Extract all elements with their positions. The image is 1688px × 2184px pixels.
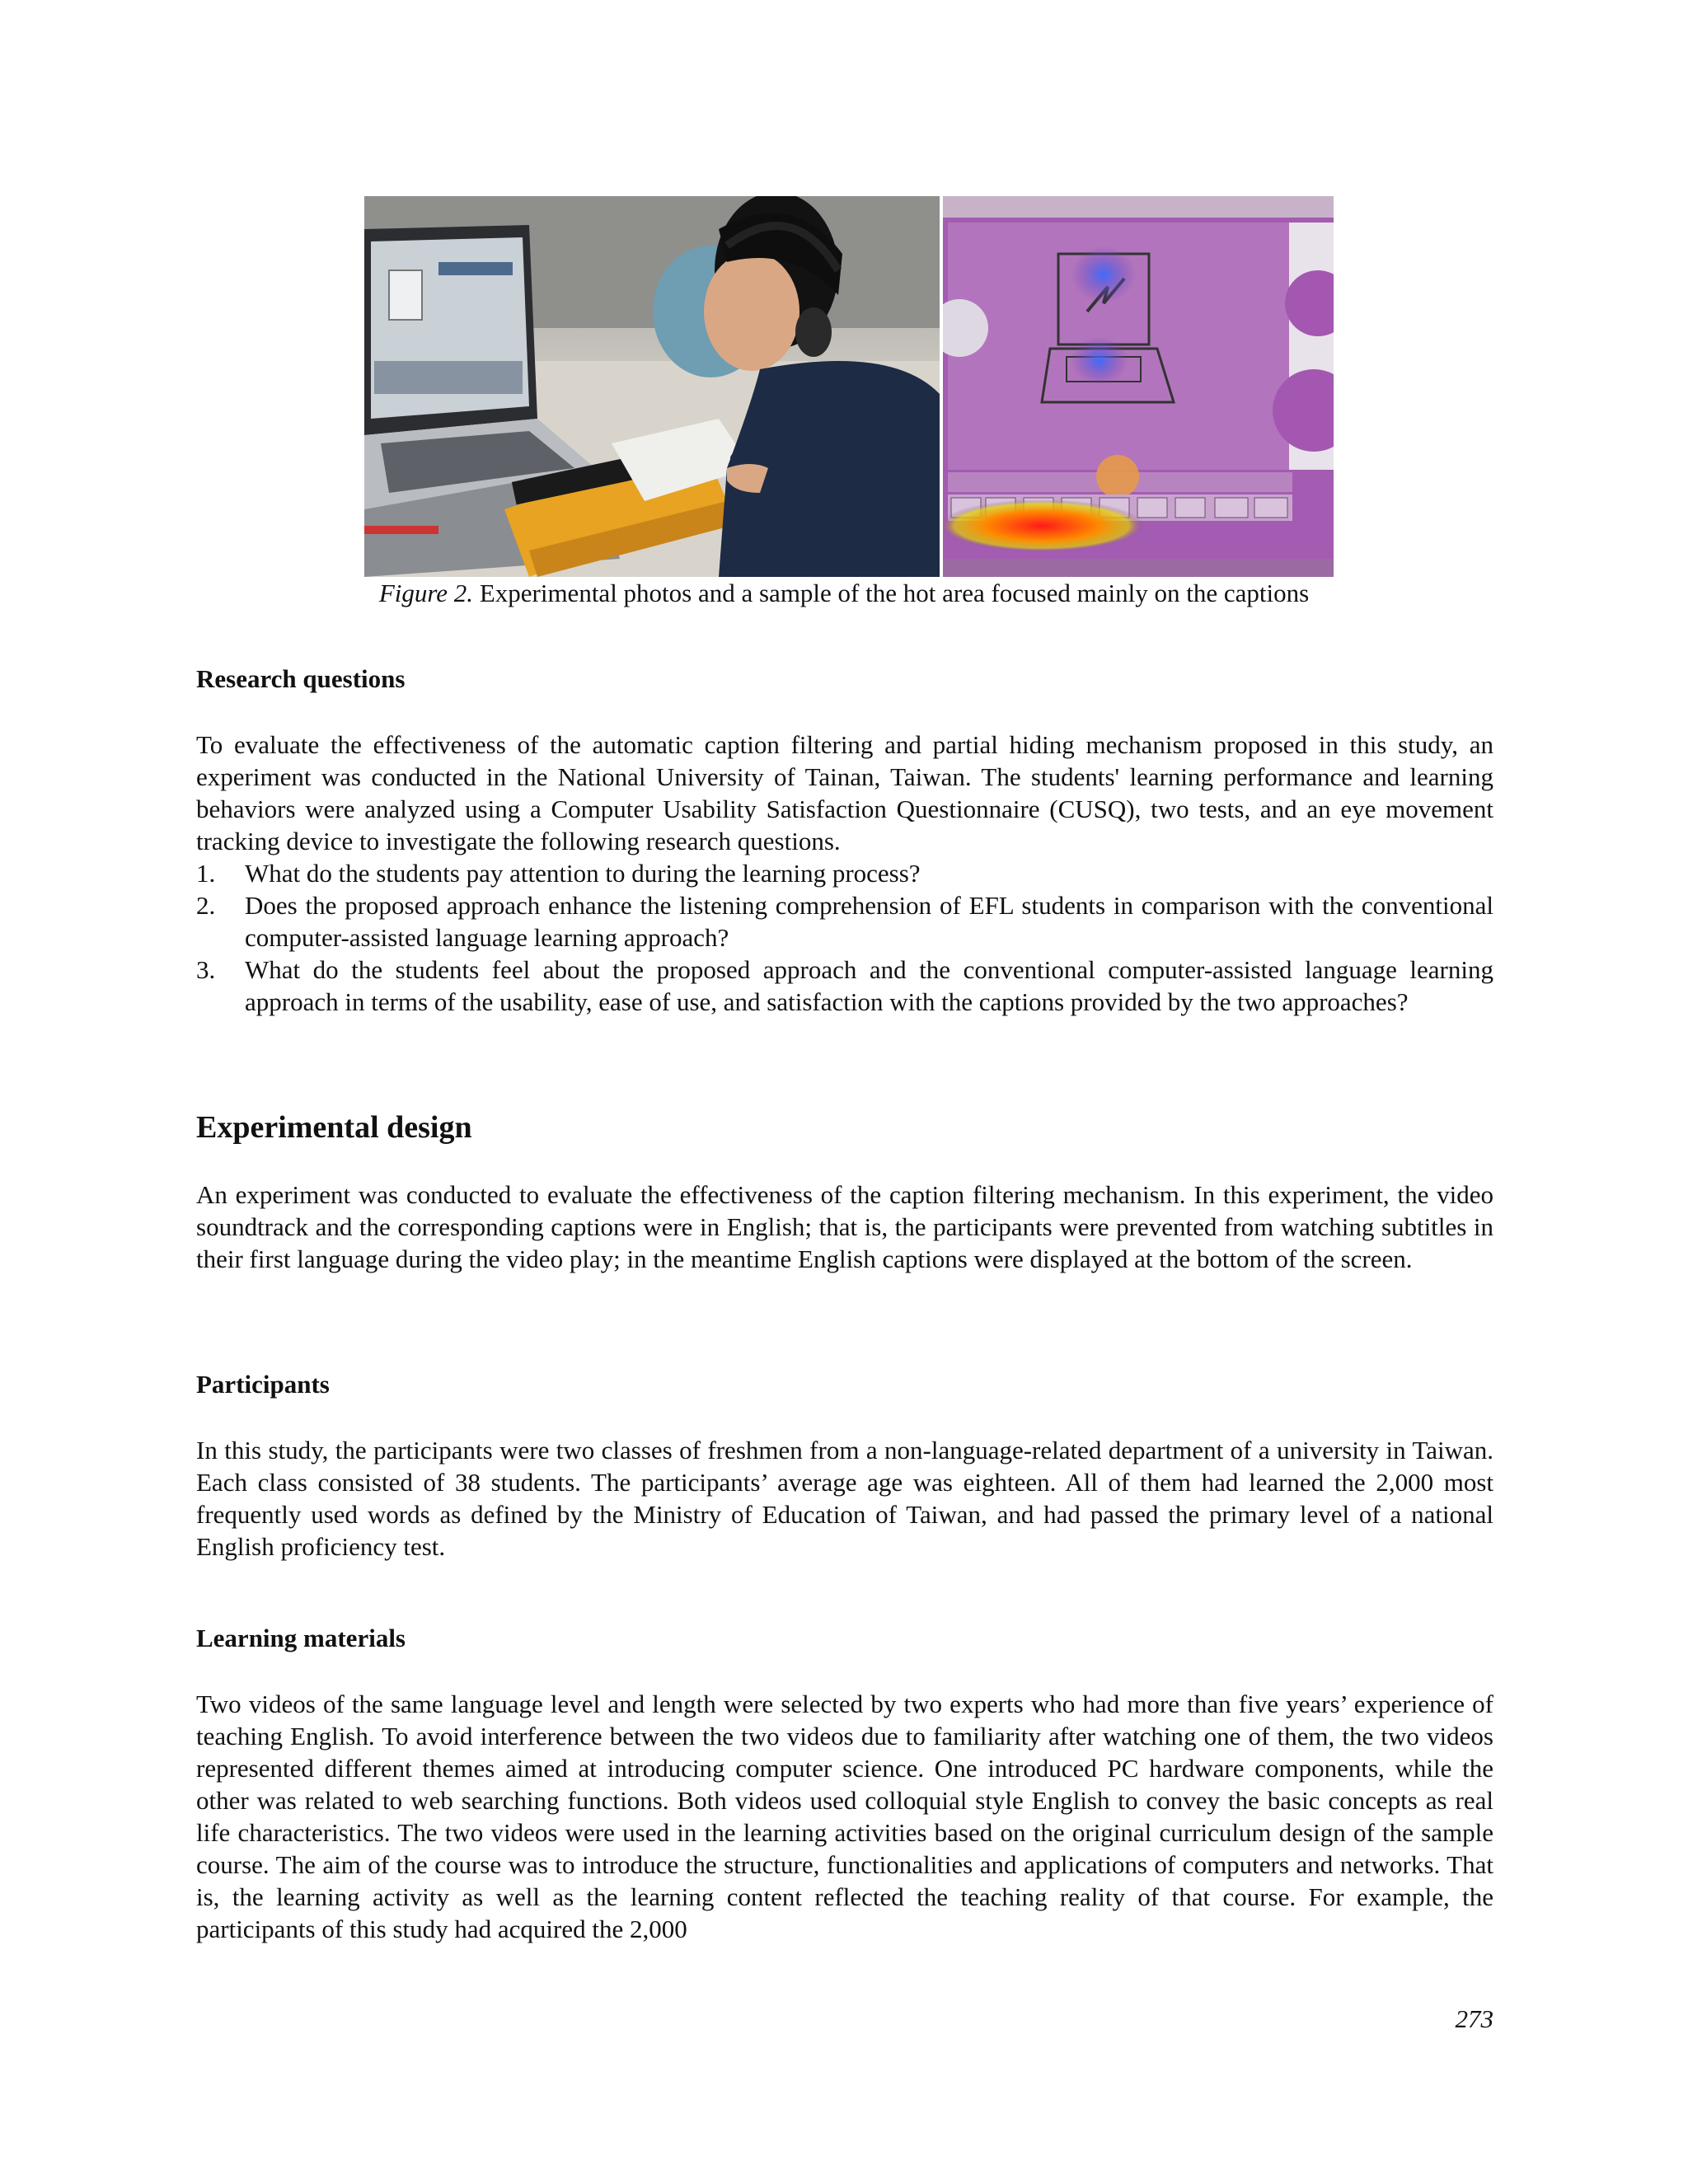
paragraph-experimental-design: An experiment was conducted to evaluate the effectiveness of the caption filtering mechanism. In this experiment, the video soundtrack and the corresponding captions were in English; that is, the participants were prevented from watching subtitles in their first language during the video play; in the meantime English captions were displayed at the bottom of the screen.	[196, 1180, 1493, 1273]
heading-participants: Participants	[196, 1370, 330, 1399]
list-item-number: 3.	[196, 955, 216, 984]
list-item-number: 1.	[196, 859, 216, 888]
figure-caption	[0, 577, 1688, 610]
lab-photo	[364, 196, 940, 577]
heading-research-questions: Research questions	[196, 664, 406, 693]
research-questions-list	[196, 857, 1493, 1018]
list-item	[196, 857, 1493, 889]
heading-experimental-design: Experimental design	[196, 1110, 472, 1145]
paragraph-participants: In this study, the participants were two classes of freshmen from a non-language-related department of a university in Taiwan. Each class consisted of 38 students. The participants’ average age was eighteen. All of them had learned the 2,000 most frequently used words as defined by the Ministry of Education of Taiwan, and had passed the primary level of a national English proficiency test.	[196, 1436, 1493, 1561]
list-item-text: Does the proposed approach enhance the listening comprehension of EFL students in comparison with the conventional computer-assisted language learning approach?	[245, 891, 1493, 952]
heading-learning-materials: Learning materials	[196, 1624, 406, 1652]
paragraph-learning-materials: Two videos of the same language level and length were selected by two experts who had more than five years’ experience of teaching English. To avoid interference between the two videos due to familiarity after watching one of them, the two videos represented different themes aimed at introducing computer science. One introduced PC hardware components, while the other was related to web searching functions. Both videos used colloquial style English to convey the basic concepts as real life characteristics. The two videos were used in the learning activities based on the original curriculum design of the sample course. The aim of the course was to introduce the structure, functionalities and applications of computers and networks. That is, the learning activity as well as the learning content reflected the teaching reality of that course. For example, the participants of this study had acquired the 2,000	[196, 1690, 1493, 1943]
heatmap-illustration	[943, 196, 1334, 577]
list-item-number: 2.	[196, 891, 216, 920]
list-item-text: What do the students feel about the proposed approach and the conventional computer-assisted language learning approach in terms of the usability, ease of use, and satisfaction with the captions provided by the two approaches?	[245, 955, 1493, 1016]
list-item	[196, 954, 1493, 1018]
figure-caption-text: Experimental photos and a sample of the hot area focused mainly on the captions	[479, 579, 1310, 607]
lab-photo-illustration	[364, 196, 940, 577]
paragraph-research-questions: To evaluate the effectiveness of the automatic caption filtering and partial hiding mechanism proposed in this study, an experiment was conducted in the National University of Tainan, Taiwan. The students' learning performance and learning behaviors were analyzed using a Computer Usability Satisfaction Questionnaire (CUSQ), two tests, and an eye movement tracking device to investigate the following research questions.	[196, 730, 1493, 855]
list-item	[196, 889, 1493, 954]
figure-2	[364, 196, 1334, 577]
page-number: 273	[1455, 2004, 1493, 2033]
figure-label: Figure 2.	[378, 579, 474, 607]
list-item-text: What do the students pay attention to during the learning process?	[245, 859, 921, 888]
heatmap-screenshot	[943, 196, 1334, 577]
